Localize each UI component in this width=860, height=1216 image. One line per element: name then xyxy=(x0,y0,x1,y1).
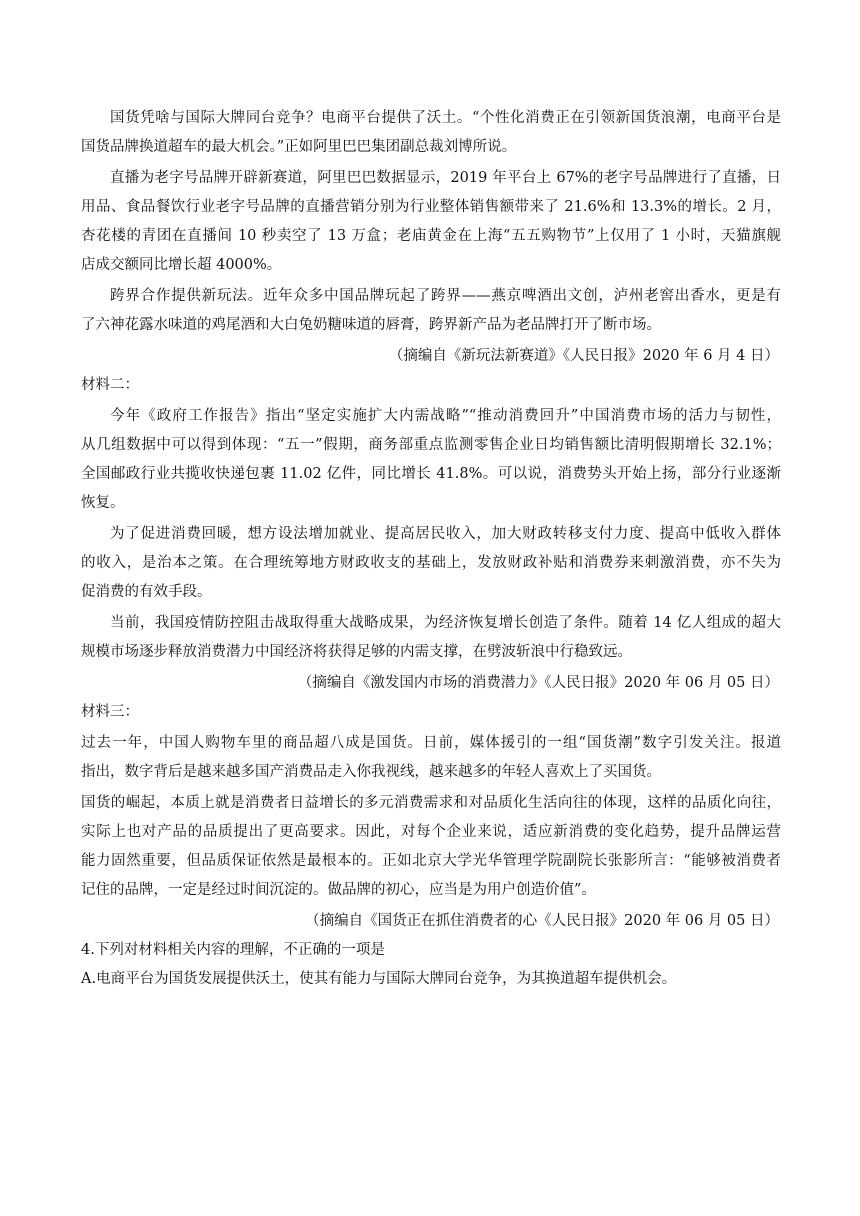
text-line: 实际上也对产品的品质提出了更高要求。因此，对每个企业来说，适应新消费的变化趋势，提升品牌运营 xyxy=(81,824,781,840)
text-line: 杏花楼的青团在直播间 10 秒卖空了 13 万盒；老庙黄金在上海“五五购物节”上仅用了 1 小时，天猫旗舰 xyxy=(81,228,781,244)
text-line: 跨界合作提供新玩法。近年众多中国品牌玩起了跨界——燕京啤酒出文创，泸州老窖出香水，更是有 xyxy=(110,288,781,304)
material2-paragraph-3 xyxy=(81,609,781,667)
text-line: 记住的品牌，一定是经过时间沉淀的。做品牌的初心，应当是为用户创造价值”。 xyxy=(81,882,596,898)
text-line: 的收入，是治本之策。在合理统筹地方财政收支的基础上，发放财政补贴和消费券来刺激消费，亦不失为 xyxy=(81,555,781,571)
question-option-a: A.电商平台为国货发展提供沃土，使其有能力与国际大牌同台竞争，为其换道超车提供机会。 xyxy=(81,971,677,987)
material1-paragraph-3 xyxy=(81,282,781,340)
material3-paragraph-1 xyxy=(81,729,781,787)
text-line: 促消费的有效手段。 xyxy=(81,584,212,600)
material1-paragraph-2 xyxy=(81,164,781,280)
text-line: 国货的崛起，本质上就是消费者日益增长的多元消费需求和对品质化生活向往的体现，这样的品质化向往， xyxy=(81,795,781,811)
document-page xyxy=(81,104,781,994)
text-line: 规模市场逐步释放消费潜力中国经济将获得足够的内需支撑，在劈波斩浪中行稳致远。 xyxy=(81,644,632,660)
text-line: 全国邮政行业共揽收快递包裹 11.02 亿件，同比增长 41.8%。可以说，消费势头开始上扬，部分行业逐渐 xyxy=(81,466,781,482)
text-line: 国货品牌换道超车的最大机会。”正如阿里巴巴集团副总裁刘博所说。 xyxy=(81,139,517,155)
text-line: 为了促进消费回暖，想方设法增加就业、提高居民收入，加大财政转移支付力度、提高中低收入群体 xyxy=(110,526,781,542)
text-line: 直播为老字号品牌开辟新赛道，阿里巴巴数据显示，2019 年平台上 67%的老字号品牌进行了直播，日 xyxy=(110,170,781,186)
text-line: 今年《政府工作报告》指出“坚定实施扩大内需战略”“推动消费回升”中国消费市场的活力与韧性， xyxy=(110,408,781,424)
text-line: 指出，数字背后是越来越多国产消费品走入你我视线，越来越多的年轻人喜欢上了买国货。 xyxy=(81,764,661,780)
material2-source: （摘编自《激发国内市场的消费潜力》《人民日报》2020 年 06 月 05 日） xyxy=(297,675,779,691)
text-line: 恢复。 xyxy=(81,495,125,511)
material1-source: （摘编自《新玩法新赛道》《人民日报》2020 年 6 月 4 日） xyxy=(388,348,779,364)
material2-paragraph-2 xyxy=(81,520,781,607)
text-line: 过去一年，中国人购物车里的商品超八成是国货。日前，媒体援引的一组“国货潮”数字引发关注。报道 xyxy=(81,735,781,751)
text-line: 当前，我国疫情防控阻击战取得重大战略成果，为经济恢复增长创造了条件。随着 14 亿人组成的超大 xyxy=(110,615,781,631)
material3-paragraph-2 xyxy=(81,789,781,905)
text-line: 了六神花露水味道的鸡尾酒和大白兔奶糖味道的唇膏，跨界新产品为老品牌打开了断市场。 xyxy=(81,317,661,333)
text-line: 用品、食品餐饮行业老字号品牌的直播营销分别为行业整体销售额带来了 21.6%和 13.3%的增长。2 月， xyxy=(81,199,781,215)
text-line: 国货凭啥与国际大牌同台竞争？电商平台提供了沃土。“个性化消费正在引领新国货浪潮，电商平台是 xyxy=(110,110,781,126)
material2-heading: 材料二： xyxy=(81,377,139,393)
material3-heading: 材料三： xyxy=(81,704,139,720)
material2-paragraph-1 xyxy=(81,402,781,518)
question-stem: 4.下列对材料相关内容的理解，不正确的一项是 xyxy=(81,942,385,958)
text-line: 从几组数据中可以得到体现：“五一”假期，商务部重点监测零售企业日均销售额比清明假期增长 32.1%； xyxy=(81,437,781,453)
text-line: 能力固然重要，但品质保证依然是最根本的。正如北京大学光华管理学院副院长张影所言：“能够被消费者 xyxy=(81,853,781,869)
material3-source: （摘编自《国货正在抓住消费者的心《人民日报》2020 年 06 月 05 日） xyxy=(305,913,779,929)
text-line: 店成交额同比增长超 4000%。 xyxy=(81,257,282,273)
material1-paragraph-1 xyxy=(81,104,781,162)
